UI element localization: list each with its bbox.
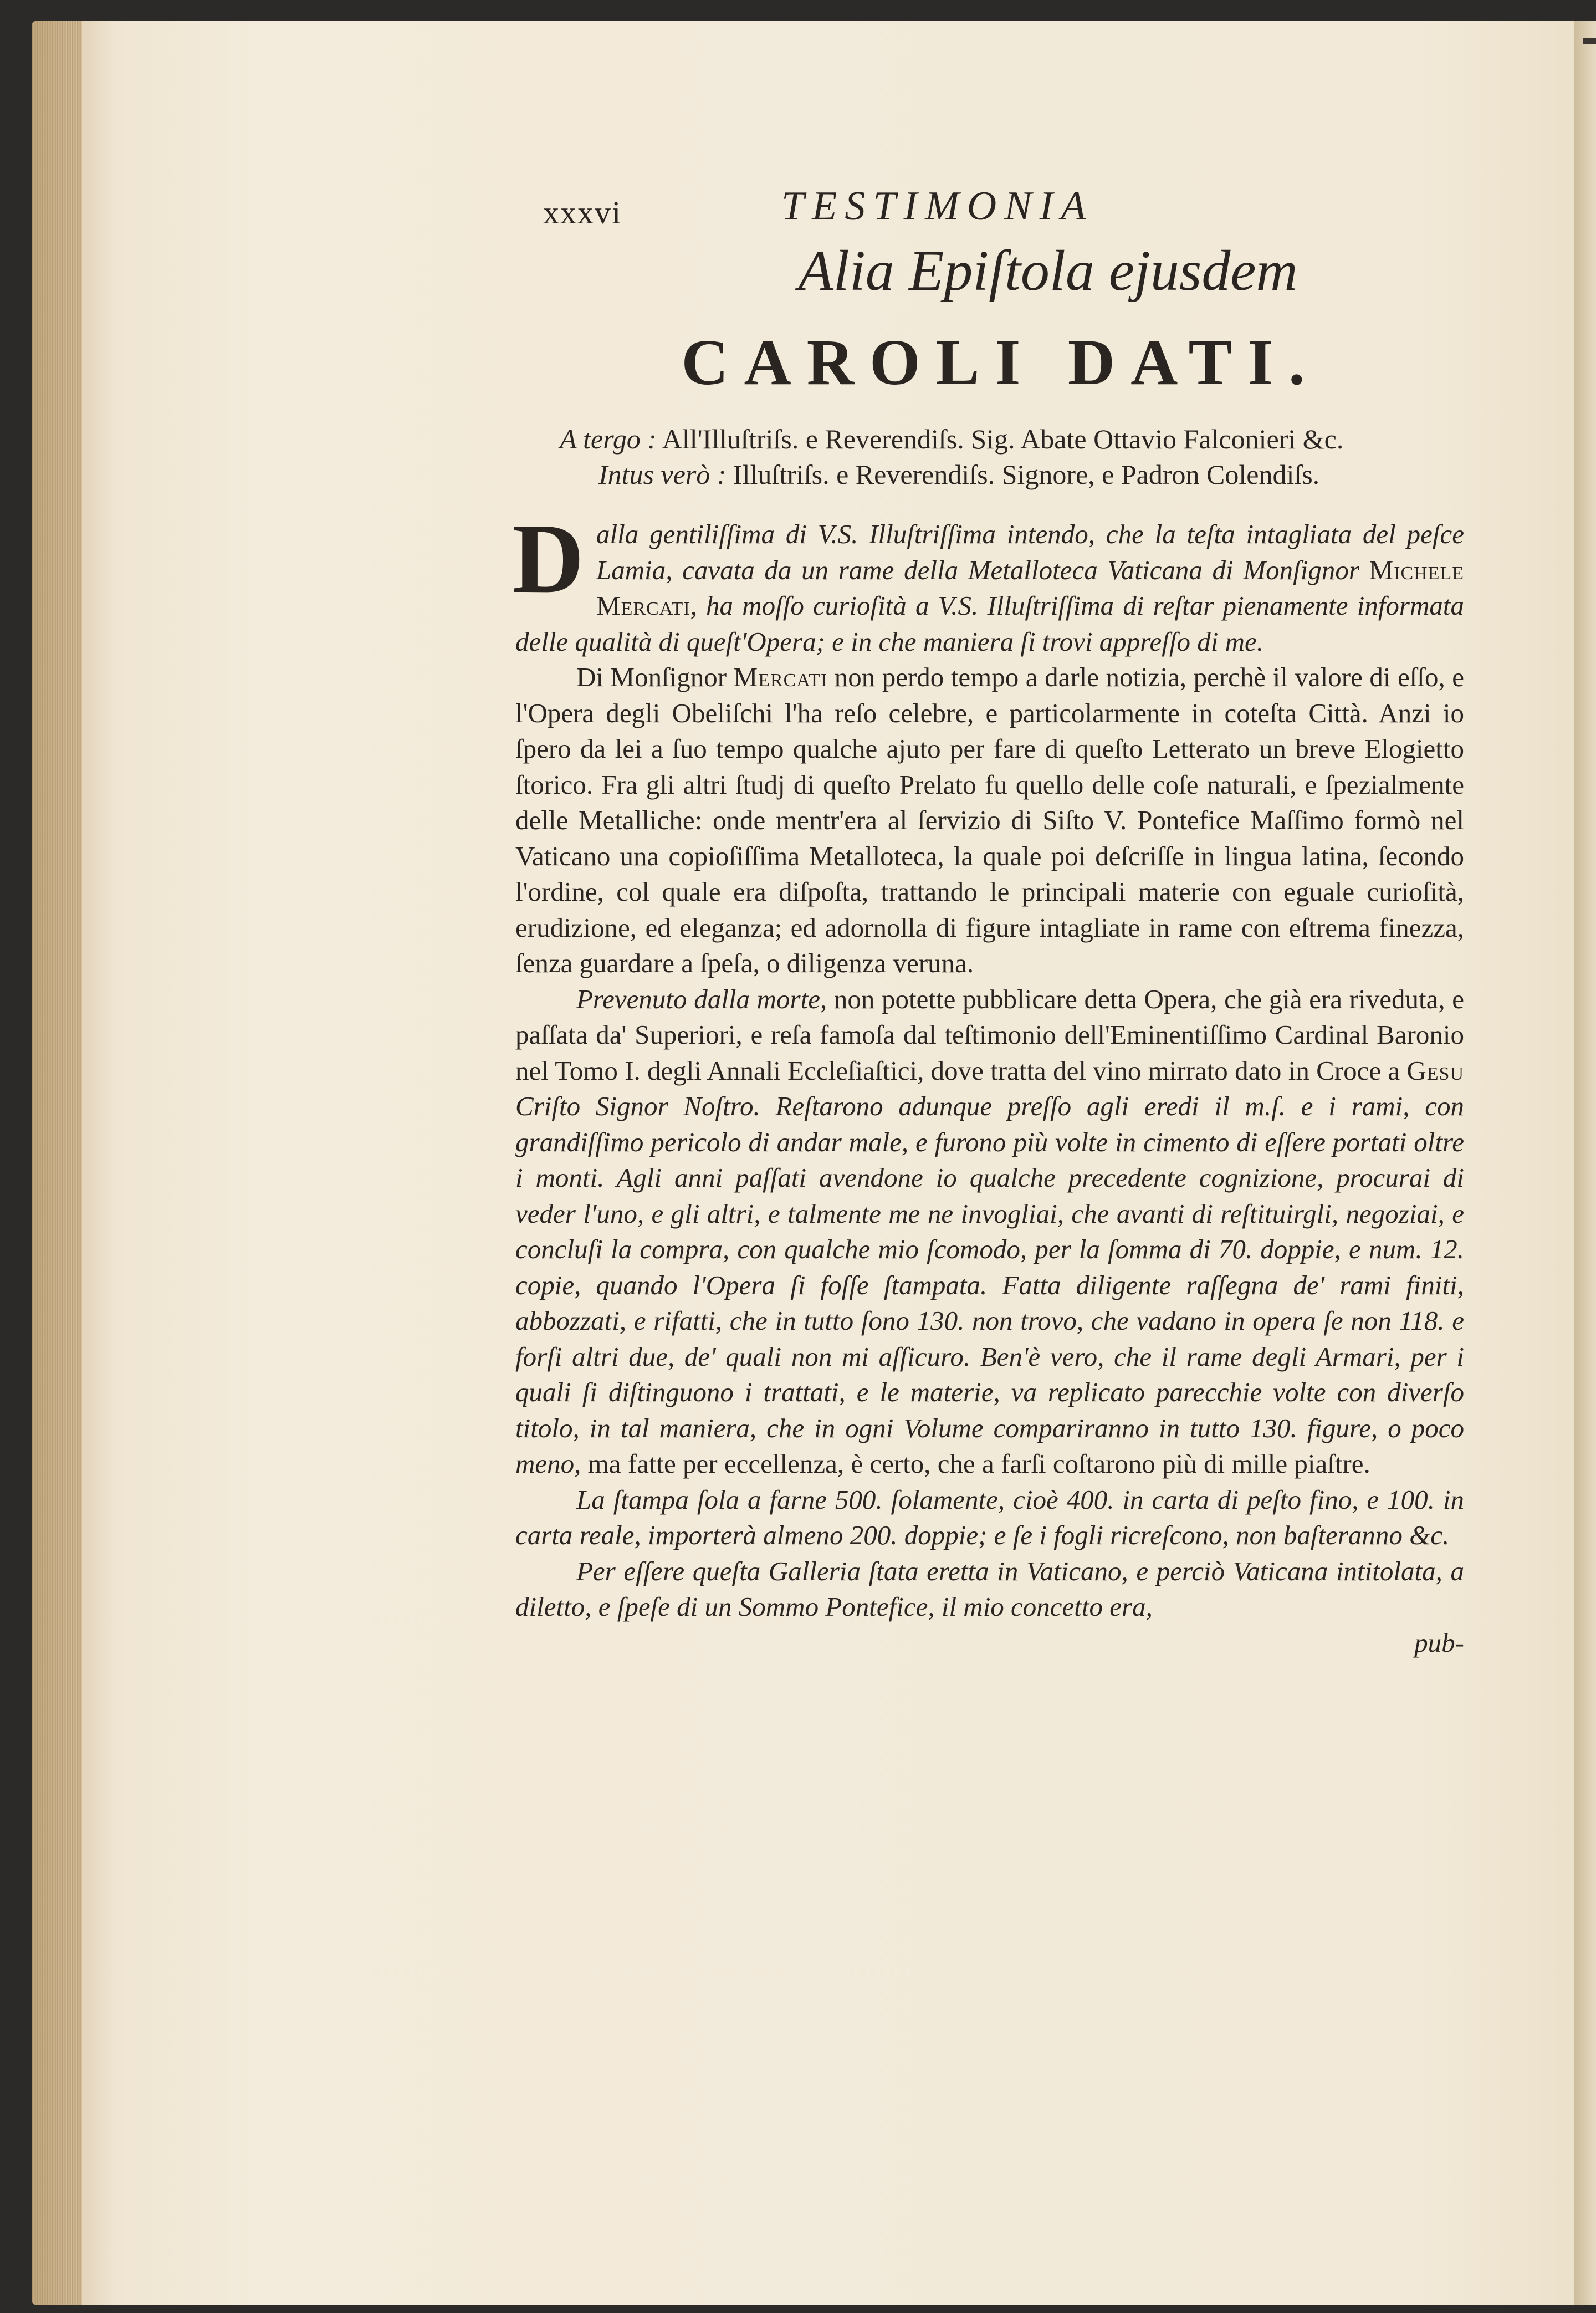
letter-subtitle: Alia Epiſtola ejusdem (798, 239, 1298, 303)
text-run: Prevenuto dalla morte (576, 983, 820, 1014)
address-line-inside (515, 457, 1464, 492)
page-header (515, 166, 1464, 231)
drop-cap: D (512, 503, 584, 614)
paragraph-1 (512, 503, 1464, 660)
address-line-outside (515, 421, 1464, 457)
text-run: , non potette pubblicare detta Opera, che già era riveduta, e paſſata da' Superiori, e reſa famoſa dal teſtimonio dell'Eminentiſſimo Cardinal Baronio nel Tomo I. degli Annali Eccleſiaſtici, dove tratta del vino mirrato dato in Croce a (515, 983, 1464, 1086)
address-text: All'Illuſtriſs. e Reverendiſs. Sig. Abate Ottavio Falconieri &c. (662, 423, 1344, 455)
address-block (515, 421, 1464, 492)
text-run: , ha moſſo curioſità a V.S. Illuſtriſſima di reſtar pienamente informata delle qualità di queſt'Opera; e in che maniera ſi trovi appreſſo di me. (515, 590, 1464, 657)
text-run: , ma fatte per eccellenza, è certo, che a farſi coſtarono più di mille piaſtre. (574, 1448, 1370, 1479)
scan-marker (1583, 38, 1596, 44)
page-number: xxxvi (543, 195, 622, 231)
address-text: Illuſtriſs. e Reverendiſs. Signore, e Padron Colendiſs. (733, 459, 1320, 490)
sacred-name: Gesu (1406, 1055, 1464, 1086)
text-run: Criſto Signor Noſtro. Reſtarono adunque preſſo agli eredi il m.ſ. e i rami, con grandiſſimo pericolo di andar male, e furono più volte in cimento di eſſere portati oltre i monti. Agli anni paſſati avendone io qualche precedente cognizione, procurai di veder l'uno, e gli altri, e talmente me ne invogliai, che avanti di reſtituirgli, negoziai, e concluſi la compra, con qualche mio ſcomodo, per la ſomma di 70. doppie, e num. 12. copie, quando l'Opera ſi foſſe ſtampata. Fatta diligente raſſegna de' rami finiti, abbozzati, e rifatti, che in tutto ſono 130. non trovo, che vadano in opera ſe non 118. e forſi altri due, de' quali non mi aſſicuro. Ben'è vero, che il rame degli Armari, per i quali ſi diſtinguono i trattati, e le materie, va replicato parecchie volte con diverſo titolo, in tal maniera, che in ogni Volume compariranno in tutto 130. figure, o poco meno (515, 1091, 1464, 1479)
paragraph-4: La ſtampa ſola a farne 500. ſolamente, cioè 400. in carta di peſto fino, e 100. in carta reale, importerà almeno 200. doppie; e ſe i fogli ricreſcono, non baſteranno &c. (515, 1484, 1464, 1550)
paragraph-3 (515, 982, 1464, 1482)
paragraph-5: Per eſſere queſta Galleria ſtata eretta in Vaticano, e perciò Vaticana intitolata, a diletto, e ſpeſe di un Sommo Pontefice, il mio concetto era, (515, 1555, 1464, 1622)
address-label: Intus verò : (598, 459, 727, 490)
facing-page-edge (1574, 21, 1596, 2305)
paragraph-2 (515, 660, 1464, 982)
catchword: pub- (1414, 1627, 1464, 1658)
running-head: TESTIMONIA (781, 183, 1094, 229)
person-name: Mercati (733, 662, 828, 692)
text-run: Di Monſignor (576, 662, 734, 692)
text-run: alla gentiliſſima di V.S. Illuſtriſſima intendo, che la teſta intagliata del peſce Lamia, cavata da un rame della Metalloteca Vaticana di Monſignor (596, 519, 1464, 585)
person-name: Michele Mercati (596, 554, 1464, 621)
page-text-block (512, 166, 1464, 1661)
address-label: A tergo : (560, 423, 657, 455)
page-edge-stack (32, 21, 82, 2305)
text-run: non perdo tempo a darle notizia, perchè il valore di eſſo, e l'Opera degli Obeliſchi l'ha reſo celebre, e particolarmente in coteſta Città. Anzi io ſpero da lei a ſuo tempo qualche ajuto per fare di queſto Letterato un breve Elogietto ſtorico. Fra gli altri ſtudj di queſto Prelato fu quello delle coſe naturali, e ſpezialmente delle Metalliche: onde mentr'era al ſervizio di Siſto V. Pontefice Maſſimo formò nel Vaticano una copioſiſſima Metalloteca, la quale poi deſcriſſe in lingua latina, ſecondo l'ordine, col quale era diſpoſta, trattando le principali materie con eguale curioſità, erudizione, ed eleganza; ed adornolla di figure intagliate in rame con eſtrema finezza, ſenza guardare a ſpeſa, o diligenza veruna. (515, 662, 1464, 978)
letter-title: CAROLI DATI. (681, 326, 1321, 399)
